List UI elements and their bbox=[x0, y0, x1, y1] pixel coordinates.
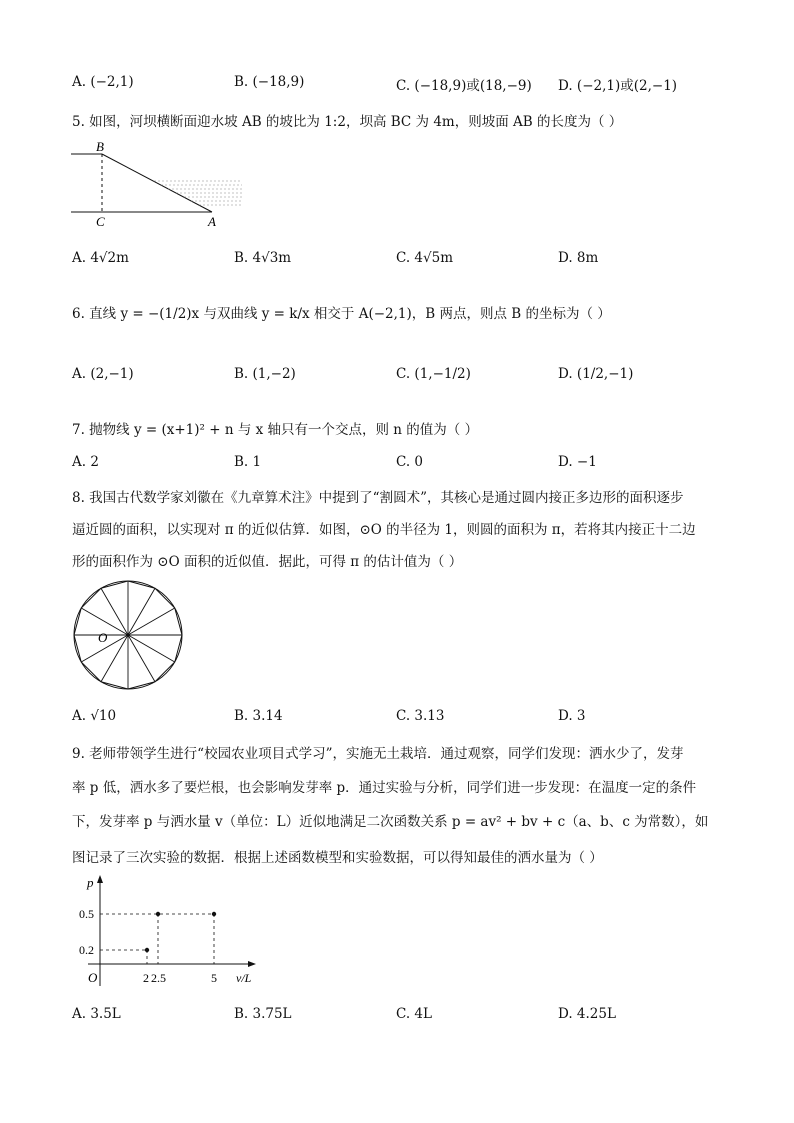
q8-option-a[interactable]: A. √10 bbox=[72, 708, 117, 724]
q8-circle-figure bbox=[68, 578, 188, 692]
q7-option-c[interactable]: C. 0 bbox=[396, 454, 424, 470]
q4-option-d[interactable]: D. (−2,1)或(2,−1) bbox=[558, 78, 678, 94]
x-axis-label: v/L bbox=[236, 971, 252, 985]
q5-option-a[interactable]: A. 4√2m bbox=[72, 250, 129, 266]
q5-point-b: B bbox=[96, 139, 104, 154]
q8-line-3: 形的面积作为 ⊙O 面积的近似值．据此，可得 π 的估计值为（ ） bbox=[72, 554, 463, 570]
q7-option-b[interactable]: B. 1 bbox=[234, 454, 262, 470]
q4-option-b[interactable]: B. (−18,9) bbox=[234, 74, 305, 90]
q6-option-c[interactable]: C. (1,−1/2) bbox=[396, 366, 471, 382]
q5-stem: 5. 如图，河坝横断面迎水坡 AB 的坡比为 1:2，坝高 BC 为 4m，则坡面 AB 的长度为（ ） bbox=[72, 114, 623, 130]
q9-line-2: 率 p 低，洒水多了要烂根，也会影响发芽率 p．通过实验与分析，同学们进一步发现：在温度一定的条件 bbox=[72, 780, 697, 796]
q7-stem: 7. 抛物线 y = (x+1)² + n 与 x 轴只有一个交点，则 n 的值为（ ） bbox=[72, 422, 479, 438]
q4-option-c[interactable]: C. (−18,9)或(18,−9) bbox=[396, 78, 532, 94]
q9-option-a[interactable]: A. 3.5L bbox=[72, 1006, 121, 1022]
q5-dam-figure bbox=[66, 138, 256, 230]
q5-point-c: C bbox=[96, 214, 105, 229]
q9-option-c[interactable]: C. 4L bbox=[396, 1006, 432, 1022]
q6-option-b[interactable]: B. (1,−2) bbox=[234, 366, 296, 382]
q8-option-b[interactable]: B. 3.14 bbox=[234, 708, 283, 724]
origin-label: O bbox=[88, 970, 98, 985]
q8-center-label: O bbox=[98, 630, 108, 645]
q7-option-a[interactable]: A. 2 bbox=[72, 454, 99, 470]
data-point-3 bbox=[212, 912, 216, 916]
x-axis-arrow bbox=[248, 961, 256, 967]
q6-option-a[interactable]: A. (2,−1) bbox=[72, 366, 134, 382]
data-point-1 bbox=[145, 948, 149, 952]
q5-option-d[interactable]: D. 8m bbox=[558, 250, 599, 266]
q9-option-b[interactable]: B. 3.75L bbox=[234, 1006, 292, 1022]
x-tick-2-5: 2.5 bbox=[151, 971, 166, 985]
dodecagon-spoke bbox=[128, 635, 175, 662]
y-axis-label: p bbox=[87, 875, 94, 890]
dodecagon-spoke bbox=[101, 588, 128, 635]
q7-option-d[interactable]: D. −1 bbox=[558, 454, 597, 470]
q5-point-a: A bbox=[208, 214, 216, 229]
dodecagon bbox=[74, 581, 182, 689]
data-point-2 bbox=[156, 912, 160, 916]
q9-graph-figure bbox=[74, 870, 274, 992]
q8-option-c[interactable]: C. 3.13 bbox=[396, 708, 445, 724]
q6-option-d[interactable]: D. (1/2,−1) bbox=[558, 366, 634, 382]
y-tick-0-5: 0.5 bbox=[79, 907, 94, 921]
q5-option-b[interactable]: B. 4√3m bbox=[234, 250, 292, 266]
q8-option-d[interactable]: D. 3 bbox=[558, 708, 586, 724]
dodecagon-spoke bbox=[128, 635, 155, 682]
x-tick-5: 5 bbox=[211, 971, 217, 985]
q9-option-d[interactable]: D. 4.25L bbox=[558, 1006, 616, 1022]
x-tick-2: 2 bbox=[143, 971, 149, 985]
q9-line-1: 9. 老师带领学生进行“校园农业项目式学习”，实施无土栽培．通过观察，同学们发现：洒水少了，发芽 bbox=[72, 746, 684, 762]
dodecagon-spoke bbox=[128, 588, 155, 635]
q5-option-c[interactable]: C. 4√5m bbox=[396, 250, 454, 266]
y-tick-0-2: 0.2 bbox=[79, 943, 94, 957]
q9-line-4: 图记录了三次实验的数据．根据上述函数模型和实验数据，可以得知最佳的洒水量为（ ） bbox=[72, 850, 603, 866]
y-axis-arrow bbox=[97, 875, 103, 883]
q8-line-2: 逼近圆的面积，以实现对 π 的近似估算．如图，⊙O 的半径为 1，则圆的面积为 π，若将其内接正十二边 bbox=[72, 522, 696, 538]
q4-option-a[interactable]: A. (−2,1) bbox=[72, 74, 134, 90]
q8-line-1: 8. 我国古代数学家刘徽在《九章算术注》中提到了“割圆术”，其核心是通过圆内接正多边形的面积逐步 bbox=[72, 490, 684, 506]
q9-line-3: 下，发芽率 p 与洒水量 v（单位：L）近似地满足二次函数关系 p = av² + bv + c（a、b、c 为常数），如 bbox=[72, 814, 709, 830]
dodecagon-spoke bbox=[128, 608, 175, 635]
q6-stem: 6. 直线 y = −(1/2)x 与双曲线 y = k/x 相交于 A(−2,1)，B 两点，则点 B 的坐标为（ ） bbox=[72, 306, 611, 322]
